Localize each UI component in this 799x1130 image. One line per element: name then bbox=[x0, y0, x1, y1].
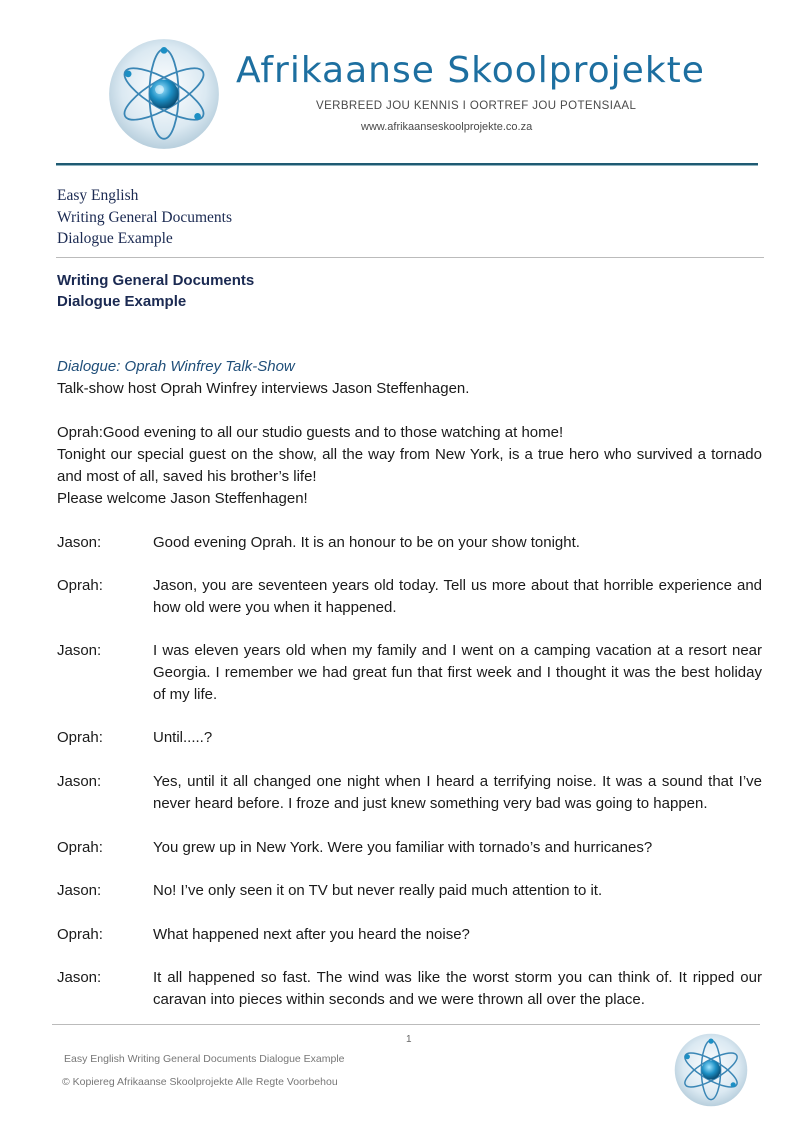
speaker-line: Jason, you are seventeen years old today. Tell us more about that horrible experience and how old were you when it happened. bbox=[153, 577, 762, 616]
footer-title: Easy English Writing General Documents Dialogue Example bbox=[64, 1053, 345, 1065]
speaker-name: Jason: bbox=[57, 882, 102, 899]
brand-url[interactable]: www.afrikaanseskoolprojekte.co.za bbox=[361, 121, 533, 133]
dialogue-intro: Talk-show host Oprah Winfrey interviews Jason Steffenhagen. bbox=[57, 380, 470, 397]
section-subheading: Dialogue Example bbox=[57, 292, 187, 310]
dialogue-turn bbox=[57, 575, 762, 619]
speaker-line: Yes, until it all changed one night when I heard a terrifying noise. It was a sound that I’ve never heard before. I froze and just knew something very bad was going to happen. bbox=[153, 773, 762, 812]
speaker-name: Jason: bbox=[57, 969, 102, 986]
speaker-line: No! I’ve only seen it on TV but never really paid much attention to it. bbox=[153, 882, 603, 899]
speaker-line: It all happened so fast. The wind was like the worst storm you can think of. It ripped our caravan into pieces within seconds and we were thrown all over the place. bbox=[153, 969, 762, 1008]
breadcrumb-divider bbox=[56, 257, 764, 258]
header-divider bbox=[56, 163, 758, 165]
breadcrumb-item: Easy English bbox=[57, 187, 139, 204]
breadcrumb-item: Dialogue Example bbox=[57, 230, 173, 247]
dialogue-turn bbox=[57, 771, 762, 815]
footer-divider bbox=[52, 1024, 760, 1025]
dialogue-title: Dialogue: Oprah Winfrey Talk-Show bbox=[57, 358, 295, 375]
speaker-name: Jason: bbox=[57, 534, 102, 551]
dialogue-turn bbox=[57, 727, 762, 749]
atom-logo-icon bbox=[108, 38, 220, 150]
speaker-name: Oprah: bbox=[57, 577, 103, 594]
speaker-line: You grew up in New York. Were you familiar with tornado’s and hurricanes? bbox=[153, 839, 653, 856]
speaker-name: Oprah: bbox=[57, 839, 103, 856]
breadcrumb-item: Writing General Documents bbox=[57, 208, 232, 226]
footer-copyright: © Kopiereg Afrikaanse Skoolprojekte Alle Regte Voorbehou bbox=[62, 1076, 338, 1088]
speaker-name: Oprah: bbox=[57, 926, 103, 943]
dialogue-turn bbox=[57, 640, 762, 706]
speaker-line: Until.....? bbox=[153, 729, 213, 746]
speaker-line: I was eleven years old when my family and I went on a camping vacation at a resort near Georgia. I remember we had great fun that first week and I thought it was the best holiday of my life. bbox=[153, 642, 762, 703]
section-headings bbox=[57, 271, 254, 312]
opening-line: Please welcome Jason Steffenhagen! bbox=[57, 490, 308, 507]
breadcrumb bbox=[57, 185, 232, 250]
dialogue-turn bbox=[57, 532, 762, 554]
speaker-name: Jason: bbox=[57, 642, 102, 659]
speaker-line: Good evening Oprah. It is an honour to be on your show tonight. bbox=[153, 534, 580, 551]
dialogue-turn bbox=[57, 924, 762, 946]
speaker-name: Oprah: bbox=[57, 729, 103, 746]
brand-title: Afrikaanse Skoolprojekte bbox=[236, 50, 705, 91]
speaker-line: What happened next after you heard the noise? bbox=[153, 926, 470, 943]
opening-line: Oprah:Good evening to all our studio guests and to those watching at home! bbox=[57, 424, 564, 441]
brand-tagline: VERBREED JOU KENNIS I OORTREF JOU POTENSIAAL bbox=[316, 100, 637, 112]
opening-line: Tonight our special guest on the show, all the way from New York, is a true hero who survived a tornado and most of all, saved his brother’s life! bbox=[57, 446, 762, 485]
section-heading: Writing General Documents bbox=[57, 272, 255, 289]
dialogue-turn bbox=[57, 967, 762, 1011]
atom-logo-icon bbox=[674, 1033, 748, 1107]
speaker-name: Jason: bbox=[57, 773, 102, 790]
dialogue-turn bbox=[57, 880, 762, 902]
page-number: 1 bbox=[406, 1034, 412, 1045]
opening-remarks bbox=[57, 422, 762, 510]
dialogue-turn bbox=[57, 837, 762, 859]
